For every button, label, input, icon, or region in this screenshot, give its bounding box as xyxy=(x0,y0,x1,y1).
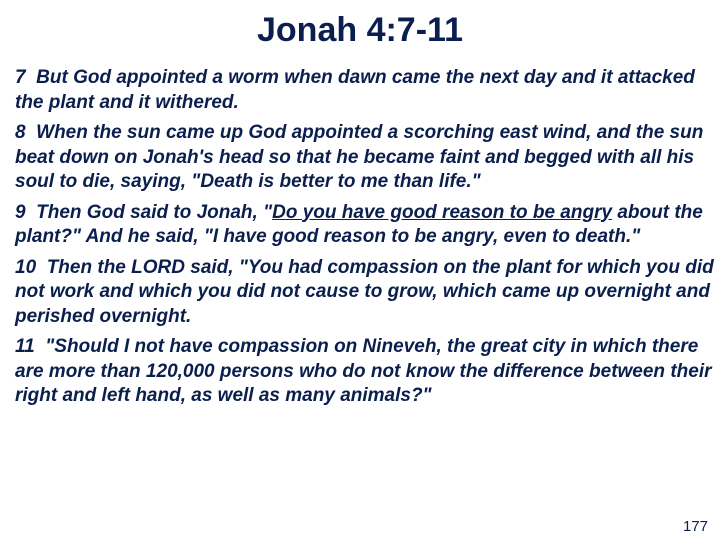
page-number: 177 xyxy=(682,518,708,535)
verse-list xyxy=(15,66,715,415)
verse-text: But God appointed a worm when dawn came the next day and it attacked the plant and it withered. xyxy=(15,67,695,113)
verse-text: Then the LORD said, "You had compassion on the plant for which you did not work and which you did not cause to grow, which came up overnight and perished overnight. xyxy=(15,256,714,327)
verse-number: 9 xyxy=(15,201,26,223)
verse-number: 8 xyxy=(15,122,26,143)
verse-8 xyxy=(15,121,715,195)
verse-7 xyxy=(15,66,715,115)
verse-10 xyxy=(15,256,715,330)
slide-title: Jonah 4:7-11 xyxy=(257,11,463,49)
verse-11 xyxy=(15,335,715,409)
verse-text: "Should I not have compassion on Nineveh, the great city in which there are more than 120,000 persons who do not know the difference between their right and left hand, as well as many animals?" xyxy=(15,336,712,406)
verse-number: 11 xyxy=(15,336,35,357)
verse-text: When the sun came up God appointed a scorching east wind, and the sun beat down on Jonah's head so that he became faint and begged with all his soul to die, saying, "Death is better to me than life." xyxy=(15,122,704,192)
verse-9 xyxy=(15,201,715,250)
verse-number: 10 xyxy=(15,256,37,278)
verse-number: 7 xyxy=(15,67,26,88)
verse-underlined-question: Do you have good reason to be angry xyxy=(272,201,613,223)
verse-text-before: Then God said to Jonah, " xyxy=(36,201,273,223)
verse-text-after: about the plant?" And he said, "I have good reason to be angry, even to death." xyxy=(15,201,703,247)
